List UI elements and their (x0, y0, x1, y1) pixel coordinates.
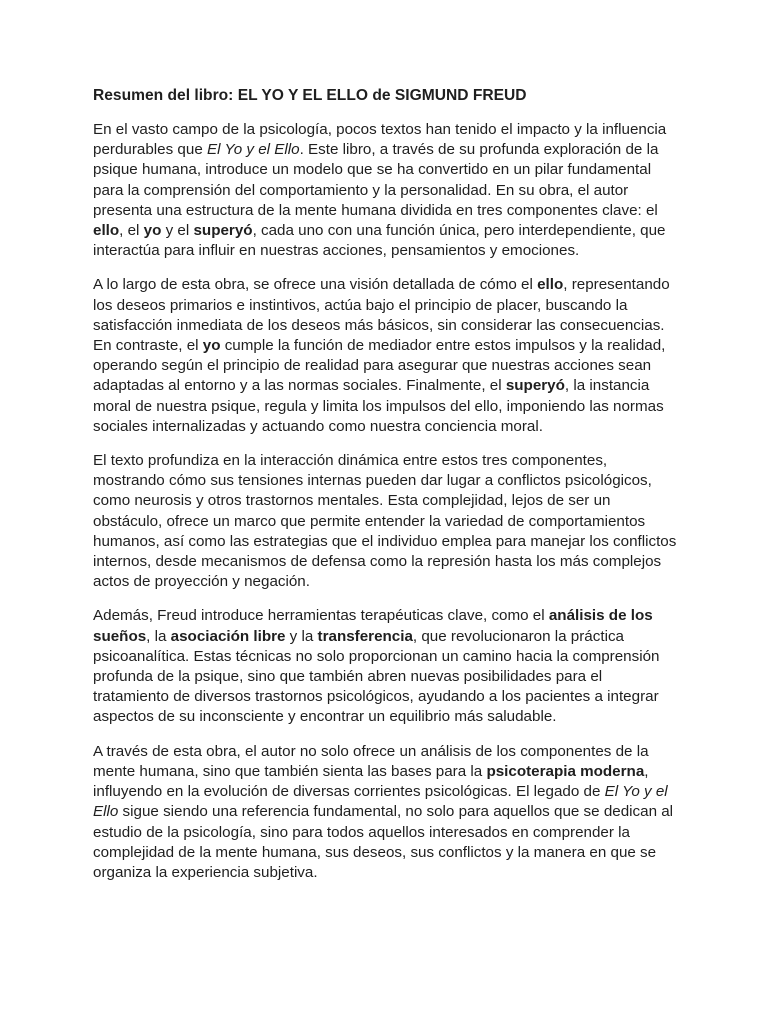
body-text: . Este libro, a través de su profunda exploración de la psique humana, introduce un modelo que se ha convertido en un pilar fundamental para la comprensión del comportamiento y la personalidad. En su obra, el autor presenta una estructura de la mente humana dividida en tres componentes clave: el (93, 141, 659, 219)
paragraph-2 (93, 275, 678, 437)
bold-text: transferencia (317, 627, 413, 645)
body-text: sigue siendo una referencia fundamental, no solo para aquellos que se dedican al estudio de la psicología, sino para todos aquellos interesados en comprender la complejidad de la mente humana, sus deseos, sus conflictos y la manera en que se organiza la experiencia subjetiva. (93, 803, 674, 881)
body-text: A lo largo de esta obra, se ofrece una visión detallada de cómo el (93, 276, 538, 294)
bold-text: superyó (505, 377, 565, 395)
body-text: El texto profundiza en la interacción dinámica entre estos tres componentes, mostrando cómo sus tensiones internas pueden dar lugar a conflictos psicológicos, como neurosis y otros trastornos mentales. Esta complejidad, lejos de ser un obstáculo, ofrece un marco que permite entender la variedad de comportamientos humanos, así como las estrategias que el individuo emplea para manejar los conflictos internos, desde mecanismos de defensa como la represión hasta los más complejos actos de proyección y negación. (93, 452, 677, 591)
body-text: , influyendo en la evolución de diversas corrientes psicológicas. El legado de (93, 762, 649, 801)
document-body (93, 120, 678, 883)
body-text: y la (285, 627, 318, 645)
italic-text: El Yo y el Ello (207, 141, 300, 159)
paragraph-4 (93, 606, 678, 727)
bold-text: yo (143, 222, 162, 240)
bold-text: psicoterapia moderna (486, 762, 645, 780)
body-text: , que revolucionaron la práctica psicoanalítica. Estas técnicas no solo proporcionan un camino hacia la comprensión profunda de la psique, sino que también abren nuevas posibilidades para el tratamiento de diversos trastornos psicológicos, ayudando a los pacientes a integrar aspectos de su inconsciente y encontrar un equilibrio más saludable. (93, 627, 660, 726)
bold-text: ello (93, 222, 120, 240)
body-text: , el (119, 222, 144, 240)
body-text: cumple la función de mediador entre estos impulsos y la realidad, operando según el principio de realidad para asegurar que nuestras acciones sean adaptadas al entorno y a las normas sociales. Finalmente, el (93, 337, 666, 395)
paragraph-1 (93, 120, 678, 261)
italic-text: El Yo y el Ello (93, 783, 668, 821)
bold-text: asociación libre (170, 627, 286, 645)
paragraph-3 (93, 451, 678, 592)
document-page (93, 86, 678, 897)
body-text: En el vasto campo de la psicología, pocos textos han tenido el impacto y la influencia perdurables que (93, 121, 667, 159)
bold-text: ello (537, 276, 564, 294)
bold-text: análisis de los sueños (93, 607, 653, 645)
body-text: , representando los deseos primarios e instintivos, actúa bajo el principio de placer, buscando la satisfacción inmediata de los deseos más básicos, sin considerar las consecuencias. En contraste, el (93, 276, 670, 355)
body-text: Además, Freud introduce herramientas terapéuticas clave, como el (93, 607, 549, 625)
document-title: Resumen del libro: EL YO Y EL ELLO de SIGMUND FREUD (93, 87, 527, 104)
body-text: , la (146, 627, 171, 645)
bold-text: yo (202, 337, 221, 355)
body-text: A través de esta obra, el autor no solo ofrece un análisis de los componentes de la mente humana, sino que también sienta las bases para la (93, 742, 649, 780)
body-text: y el (161, 222, 194, 240)
body-text: , la instancia moral de nuestra psique, regula y limita los impulsos del ello, imponiendo las normas sociales internalizadas y actuando como nuestra conciencia moral. (93, 377, 664, 435)
bold-text: superyó (193, 222, 253, 240)
body-text: , cada uno con una función única, pero interdependiente, que interactúa para influir en nuestras acciones, pensamientos y emociones. (93, 222, 666, 260)
paragraph-5 (93, 742, 678, 883)
